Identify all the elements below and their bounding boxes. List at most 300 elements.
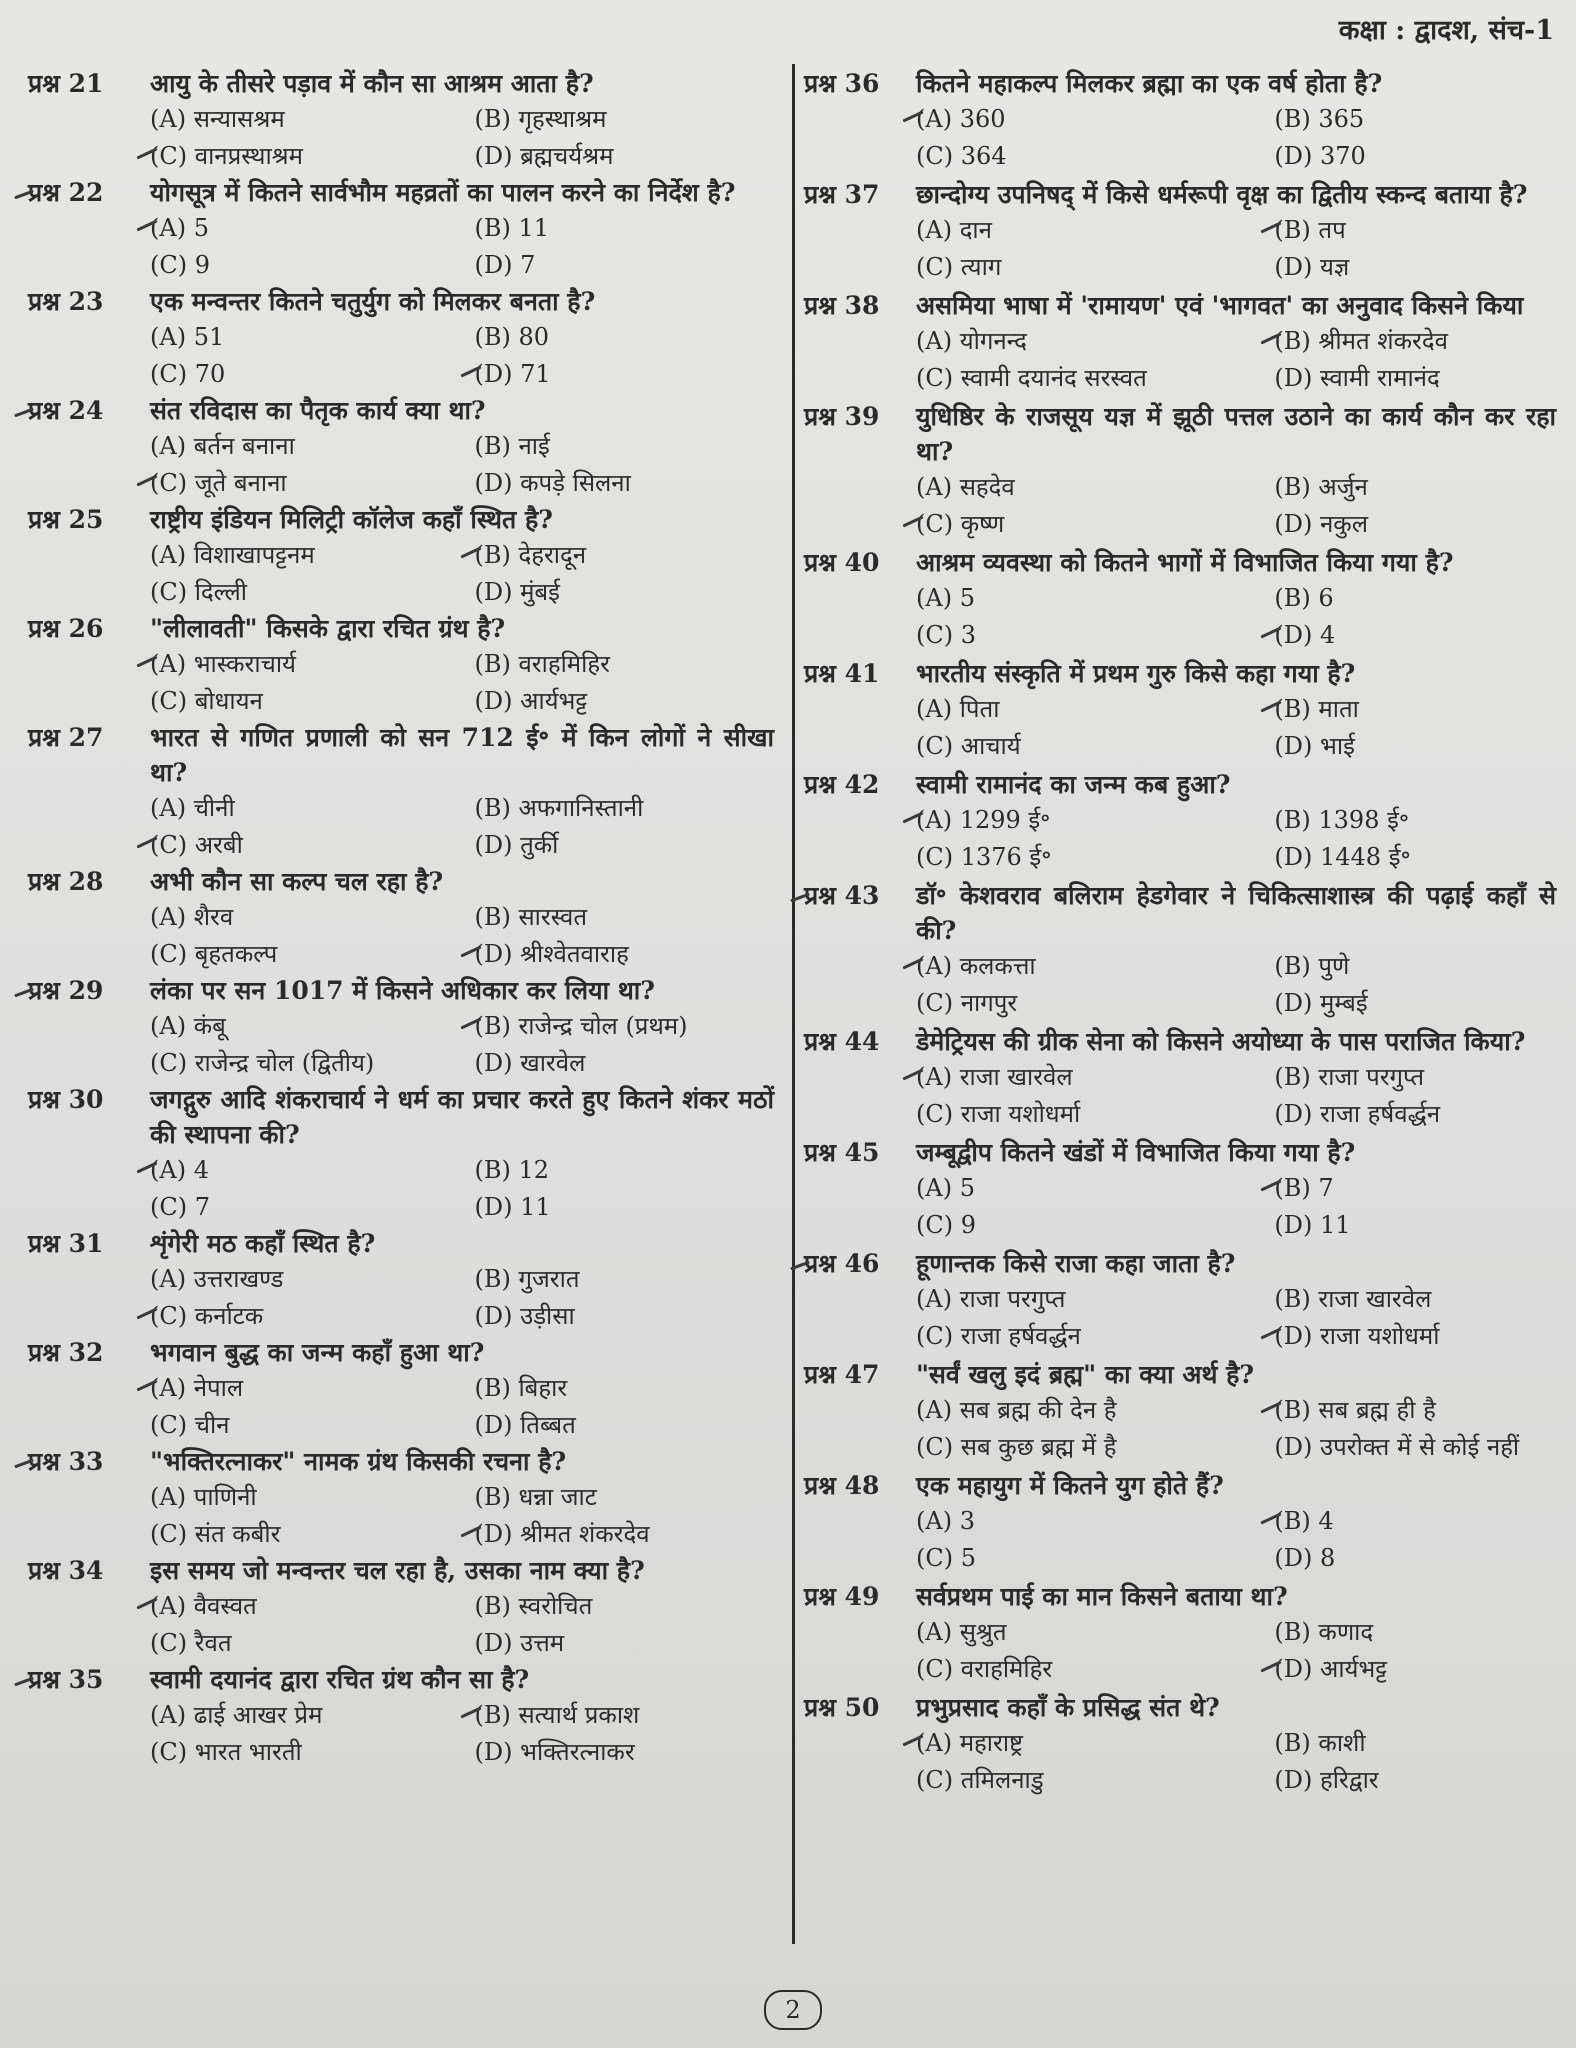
question-number: प्रश्न 44 <box>804 1027 880 1056</box>
question-text: शृंगेरी मठ कहाँ स्थित है? <box>150 1229 376 1258</box>
answer-option <box>150 319 474 356</box>
question-number: प्रश्न 42 <box>804 770 880 799</box>
answer-option <box>474 210 774 247</box>
option-label: (C) कृष्ण <box>916 510 1005 538</box>
question-line <box>804 1357 1556 1392</box>
option-label: (A) कंबू <box>150 1012 226 1040</box>
option-label: (D) भाई <box>1274 732 1355 760</box>
answer-option <box>1274 249 1556 286</box>
options-grid <box>804 323 1556 397</box>
option-label: (C) 9 <box>916 1211 976 1239</box>
right-column <box>804 66 1556 1801</box>
option-label: (C) सब कुछ ब्रह्म में है <box>916 1433 1117 1461</box>
answer-option <box>916 948 1274 985</box>
question-text: आश्रम व्यवस्था को कितने भागों में विभाजित किया गया है? <box>916 548 1454 577</box>
answer-option <box>916 1207 1274 1244</box>
option-label: (B) माता <box>1274 695 1359 723</box>
option-label: (D) खारवेल <box>474 1049 586 1077</box>
option-label: (B) देहरादून <box>474 541 587 569</box>
answer-option <box>150 827 474 864</box>
option-label: (A) विशाखापट्टनम <box>150 541 315 569</box>
option-label: (C) चीन <box>150 1411 230 1439</box>
question-line <box>28 66 774 101</box>
answer-option <box>1274 1170 1556 1207</box>
question-item <box>804 177 1556 286</box>
question-number: प्रश्न 33 <box>28 1447 104 1476</box>
options-grid <box>804 691 1556 765</box>
question-text: कितने महाकल्प मिलकर ब्रह्मा का एक वर्ष होता है? <box>916 69 1383 98</box>
option-label: (A) सहदेव <box>916 473 1015 501</box>
option-label: (B) अफगानिस्तानी <box>474 794 644 822</box>
question-line <box>28 175 774 210</box>
option-label: (A) वैवस्वत <box>150 1592 257 1620</box>
question-number: प्रश्न 38 <box>804 291 880 320</box>
answer-option <box>916 1059 1274 1096</box>
option-label: (A) ढाई आखर प्रेम <box>150 1701 323 1729</box>
question-text: प्रभुप्रसाद कहाँ के प्रसिद्ध संत थे? <box>916 1693 1220 1722</box>
question-line <box>804 656 1556 691</box>
option-label: (B) तप <box>1274 216 1346 244</box>
question-item <box>804 767 1556 876</box>
option-label: (D) यज्ञ <box>1274 253 1350 281</box>
question-text: डॉ॰ केशवराव बलिराम हेडगेवार ने चिकित्साशास्त्र की पढ़ाई कहाँ से की? <box>916 881 1556 945</box>
question-text: जगद्गुरु आदि शंकराचार्य ने धर्म का प्रचार करते हुए कितने शंकर मठों की स्थापना की? <box>150 1085 774 1149</box>
answer-option <box>150 683 474 720</box>
answer-option <box>916 360 1274 397</box>
option-label: (D) 8 <box>1274 1544 1336 1572</box>
option-label: (D) उड़ीसा <box>474 1302 575 1330</box>
question-text: आयु के तीसरे पड़ाव में कौन सा आश्रम आता है? <box>150 69 594 98</box>
option-label: (D) उपरोक्त में से कोई नहीं <box>1274 1433 1520 1461</box>
option-label: (D) स्वामी रामानंद <box>1274 364 1440 392</box>
option-label: (C) 3 <box>916 621 976 649</box>
question-line <box>804 767 1556 802</box>
answer-option <box>1274 1318 1556 1355</box>
answer-option <box>474 683 774 720</box>
question-item <box>804 1024 1556 1133</box>
answer-option <box>474 1045 774 1082</box>
options-grid <box>28 790 774 864</box>
option-label: (C) राजेन्द्र चोल (द्वितीय) <box>150 1049 375 1077</box>
question-item <box>804 288 1556 397</box>
answer-option <box>916 1281 1274 1318</box>
option-label: (C) राजा यशोधर्मा <box>916 1100 1081 1128</box>
option-label: (D) ब्रह्मचर्यश्रम <box>474 142 614 170</box>
answer-option <box>474 1479 774 1516</box>
answer-option <box>1274 1207 1556 1244</box>
question-text: "सर्वं खलु इदं ब्रह्म" का क्या अर्थ है? <box>916 1360 1255 1389</box>
answer-option <box>1274 1762 1556 1799</box>
answer-option <box>474 428 774 465</box>
answer-option <box>474 574 774 611</box>
answer-option <box>474 101 774 138</box>
question-item <box>28 393 774 502</box>
option-label: (A) महाराष्ट्र <box>916 1729 1024 1757</box>
options-grid <box>804 101 1556 175</box>
answer-option <box>1274 101 1556 138</box>
answer-option <box>474 1588 774 1625</box>
question-line <box>28 864 774 899</box>
answer-option <box>150 1189 474 1226</box>
question-item <box>804 399 1556 543</box>
answer-option <box>1274 360 1556 397</box>
question-number: प्रश्न 25 <box>28 505 104 534</box>
option-label: (C) 5 <box>916 1544 976 1572</box>
answer-option <box>1274 1429 1556 1466</box>
question-line <box>28 1444 774 1479</box>
answer-option <box>474 1697 774 1734</box>
answer-option <box>474 646 774 683</box>
question-text: स्वामी दयानंद द्वारा रचित ग्रंथ कौन सा है? <box>150 1665 530 1694</box>
question-number: प्रश्न 26 <box>28 614 104 643</box>
option-label: (C) कर्नाटक <box>150 1302 264 1330</box>
answer-option <box>150 1625 474 1662</box>
option-label: (A) 360 <box>916 105 1006 133</box>
answer-option <box>1274 1392 1556 1429</box>
answer-option <box>1274 1614 1556 1651</box>
option-label: (A) राजा खारवेल <box>916 1063 1073 1091</box>
question-line <box>28 1335 774 1370</box>
option-label: (D) तुर्की <box>474 831 559 859</box>
answer-option <box>916 101 1274 138</box>
question-item <box>804 1246 1556 1355</box>
question-text: छान्दोग्य उपनिषद् में किसे धर्मरूपी वृक्ष का द्वितीय स्कन्द बताया है? <box>916 180 1528 209</box>
question-line <box>804 878 1556 948</box>
option-label: (C) स्वामी दयानंद सरस्वत <box>916 364 1147 392</box>
question-item <box>804 878 1556 1022</box>
option-label: (A) योगनन्द <box>916 327 1027 355</box>
question-text: स्वामी रामानंद का जन्म कब हुआ? <box>916 770 1231 799</box>
answer-option <box>916 1762 1274 1799</box>
question-line <box>804 1246 1556 1281</box>
option-label: (C) बोधायन <box>150 687 263 715</box>
option-label: (D) नकुल <box>1274 510 1369 538</box>
answer-option <box>474 1734 774 1771</box>
option-label: (D) आर्यभट्ट <box>1274 1655 1388 1683</box>
option-label: (C) अरबी <box>150 831 243 859</box>
answer-option <box>474 1298 774 1335</box>
answer-option <box>1274 839 1556 876</box>
option-label: (C) भारत भारती <box>150 1738 302 1766</box>
option-label: (D) भक्तिरत्नाकर <box>474 1738 635 1766</box>
answer-option <box>474 1516 774 1553</box>
question-item <box>28 864 774 973</box>
question-item <box>804 66 1556 175</box>
question-text: संत रविदास का पैतृक कार्य क्या था? <box>150 396 486 425</box>
answer-option <box>916 1540 1274 1577</box>
question-number: प्रश्न 30 <box>28 1085 104 1114</box>
question-number: प्रश्न 24 <box>28 396 104 425</box>
answer-option <box>150 790 474 827</box>
options-grid <box>804 1281 1556 1355</box>
answer-option <box>474 319 774 356</box>
question-line <box>804 1135 1556 1170</box>
option-label: (C) आचार्य <box>916 732 1021 760</box>
question-line <box>28 611 774 646</box>
answer-option <box>150 1407 474 1444</box>
options-grid <box>28 428 774 502</box>
question-text: एक महायुग में कितने युग होते हैं? <box>916 1471 1224 1500</box>
answer-option <box>150 1516 474 1553</box>
answer-option <box>474 1008 774 1045</box>
question-number: प्रश्न 29 <box>28 976 104 1005</box>
answer-option <box>150 1261 474 1298</box>
answer-option <box>916 1096 1274 1133</box>
answer-option <box>150 1697 474 1734</box>
answer-option <box>150 574 474 611</box>
answer-option <box>1274 985 1556 1022</box>
option-label: (C) रैवत <box>150 1629 232 1657</box>
answer-option <box>916 1318 1274 1355</box>
option-label: (D) मुम्बई <box>1274 989 1368 1017</box>
question-line <box>28 1662 774 1697</box>
options-grid <box>28 1008 774 1082</box>
answer-option <box>1274 1651 1556 1688</box>
option-label: (A) पाणिनी <box>150 1483 257 1511</box>
option-label: (A) 5 <box>150 214 209 242</box>
question-item <box>804 1357 1556 1466</box>
question-number: प्रश्न 43 <box>804 881 880 910</box>
option-label: (D) राजा यशोधर्मा <box>1274 1322 1440 1350</box>
question-number: प्रश्न 27 <box>28 723 104 752</box>
question-line <box>804 66 1556 101</box>
option-label: (C) बृहतकल्प <box>150 940 278 968</box>
question-item <box>28 1444 774 1553</box>
question-text: हूणान्तक किसे राजा कहा जाता है? <box>916 1249 1236 1278</box>
answer-option <box>150 101 474 138</box>
options-grid <box>804 1614 1556 1688</box>
option-label: (C) नागपुर <box>916 989 1018 1017</box>
option-label: (B) धन्ना जाट <box>474 1483 597 1511</box>
answer-option <box>1274 580 1556 617</box>
answer-option <box>1274 323 1556 360</box>
option-label: (D) मुंबई <box>474 578 560 606</box>
options-grid <box>28 1370 774 1444</box>
options-grid <box>28 101 774 175</box>
answer-option <box>916 138 1274 175</box>
question-list-left <box>28 66 774 1771</box>
option-label: (C) संत कबीर <box>150 1520 281 1548</box>
question-number: प्रश्न 47 <box>804 1360 880 1389</box>
option-label: (C) 7 <box>150 1193 210 1221</box>
question-line <box>28 502 774 537</box>
question-item <box>28 720 774 864</box>
answer-option <box>916 839 1274 876</box>
question-line <box>28 393 774 428</box>
answer-option <box>1274 1059 1556 1096</box>
answer-option <box>474 1189 774 1226</box>
question-text: भगवान बुद्ध का जन्म कहाँ हुआ था? <box>150 1338 485 1367</box>
question-item <box>28 973 774 1082</box>
options-grid <box>28 319 774 393</box>
answer-option <box>916 1651 1274 1688</box>
question-number: प्रश्न 41 <box>804 659 880 688</box>
question-number: प्रश्न 28 <box>28 867 104 896</box>
question-number: प्रश्न 37 <box>804 180 880 209</box>
answer-option <box>150 428 474 465</box>
option-label: (B) काशी <box>1274 1729 1366 1757</box>
answer-option <box>1274 1096 1556 1133</box>
answer-option <box>474 790 774 827</box>
answer-option <box>1274 1503 1556 1540</box>
option-label: (B) सत्यार्थ प्रकाश <box>474 1701 640 1729</box>
question-item <box>804 656 1556 765</box>
options-grid <box>804 802 1556 876</box>
option-label: (B) पुणे <box>1274 952 1350 980</box>
option-label: (B) सब ब्रह्म ही है <box>1274 1396 1436 1424</box>
answer-option <box>916 691 1274 728</box>
option-label: (D) 71 <box>474 360 551 388</box>
question-number: प्रश्न 39 <box>804 402 880 431</box>
answer-option <box>474 537 774 574</box>
question-item <box>804 1468 1556 1577</box>
option-label: (D) 370 <box>1274 142 1366 170</box>
question-item <box>28 1226 774 1335</box>
answer-option <box>474 1370 774 1407</box>
question-line <box>28 973 774 1008</box>
option-label: (B) 11 <box>474 214 549 242</box>
options-grid <box>804 1503 1556 1577</box>
option-label: (A) भास्कराचार्य <box>150 650 296 678</box>
question-line <box>804 545 1556 580</box>
question-text: "लीलावती" किसके द्वारा रचित ग्रंथ है? <box>150 614 506 643</box>
question-text: "भक्तिरत्नाकर" नामक ग्रंथ किसकी रचना है? <box>150 1447 567 1476</box>
question-line <box>804 1690 1556 1725</box>
column-divider <box>792 64 795 1944</box>
options-grid <box>804 212 1556 286</box>
answer-option <box>1274 212 1556 249</box>
question-text: भारतीय संस्कृति में प्रथम गुरु किसे कहा गया है? <box>916 659 1356 688</box>
answer-option <box>150 1734 474 1771</box>
question-number: प्रश्न 36 <box>804 69 880 98</box>
answer-option <box>474 1152 774 1189</box>
option-label: (D) 1448 ई॰ <box>1274 843 1411 871</box>
option-label: (B) राजेन्द्र चोल (प्रथम) <box>474 1012 688 1040</box>
answer-option <box>474 138 774 175</box>
option-label: (D) 7 <box>474 251 536 279</box>
question-item <box>28 1335 774 1444</box>
answer-option <box>916 249 1274 286</box>
answer-option <box>150 537 474 574</box>
answer-option <box>916 728 1274 765</box>
answer-option <box>150 1479 474 1516</box>
question-text: असमिया भाषा में 'रामायण' एवं 'भागवत' का अनुवाद किसने किया <box>916 291 1524 320</box>
option-label: (D) श्रीमत शंकरदेव <box>474 1520 650 1548</box>
option-label: (B) 7 <box>1274 1174 1334 1202</box>
options-grid <box>804 580 1556 654</box>
option-label: (D) आर्यभट्ट <box>474 687 588 715</box>
option-label: (C) वानप्रस्थाश्रम <box>150 142 304 170</box>
options-grid <box>28 646 774 720</box>
options-grid <box>28 1152 774 1226</box>
option-label: (A) बर्तन बनाना <box>150 432 295 460</box>
answer-option <box>916 617 1274 654</box>
question-line <box>804 1468 1556 1503</box>
answer-option <box>916 1503 1274 1540</box>
option-label: (A) पिता <box>916 695 1000 723</box>
option-label: (B) 12 <box>474 1156 549 1184</box>
question-line <box>804 399 1556 469</box>
option-label: (B) गुजरात <box>474 1265 580 1293</box>
question-line <box>804 1024 1556 1059</box>
question-line <box>804 1579 1556 1614</box>
question-line <box>28 284 774 319</box>
option-label: (D) 4 <box>1274 621 1336 649</box>
answer-option <box>150 899 474 936</box>
option-label: (D) उत्तम <box>474 1629 565 1657</box>
option-label: (B) राजा परगुप्त <box>1274 1063 1425 1091</box>
option-label: (D) 11 <box>474 1193 551 1221</box>
options-grid <box>28 1479 774 1553</box>
option-label: (A) दान <box>916 216 992 244</box>
option-label: (B) कणाद <box>1274 1618 1374 1646</box>
question-number: प्रश्न 45 <box>804 1138 880 1167</box>
answer-option <box>150 247 474 284</box>
question-item <box>804 1690 1556 1799</box>
answer-option <box>474 1407 774 1444</box>
answer-option <box>474 899 774 936</box>
answer-option <box>1274 1281 1556 1318</box>
answer-option <box>474 247 774 284</box>
answer-option <box>916 1429 1274 1466</box>
option-label: (B) 4 <box>1274 1507 1334 1535</box>
option-label: (B) सारस्वत <box>474 903 588 931</box>
option-label: (D) श्रीश्वेतवाराह <box>474 940 629 968</box>
options-grid <box>28 537 774 611</box>
options-grid <box>28 210 774 284</box>
option-label: (A) नेपाल <box>150 1374 244 1402</box>
question-number: प्रश्न 35 <box>28 1665 104 1694</box>
answer-option <box>1274 617 1556 654</box>
options-grid <box>804 1059 1556 1133</box>
question-number: प्रश्न 31 <box>28 1229 104 1258</box>
answer-option <box>150 1152 474 1189</box>
answer-option <box>150 210 474 247</box>
question-number: प्रश्न 40 <box>804 548 880 577</box>
question-line <box>804 177 1556 212</box>
question-number: प्रश्न 50 <box>804 1693 880 1722</box>
answer-option <box>1274 1540 1556 1577</box>
option-label: (B) वराहमिहिर <box>474 650 610 678</box>
answer-option <box>150 356 474 393</box>
option-label: (C) जूते बनाना <box>150 469 287 497</box>
option-label: (C) दिल्ली <box>150 578 247 606</box>
question-item <box>28 502 774 611</box>
option-label: (C) त्याग <box>916 253 1002 281</box>
answer-option <box>150 1588 474 1625</box>
answer-option <box>1274 728 1556 765</box>
answer-option <box>150 138 474 175</box>
answer-option <box>150 1298 474 1335</box>
option-label: (A) सब ब्रह्म की देन है <box>916 1396 1117 1424</box>
question-text: राष्ट्रीय इंडियन मिलिट्री कॉलेज कहाँ स्थित है? <box>150 505 553 534</box>
question-item <box>28 66 774 175</box>
options-grid <box>804 1170 1556 1244</box>
answer-option <box>1274 802 1556 839</box>
options-grid <box>28 1588 774 1662</box>
question-number: प्रश्न 48 <box>804 1471 880 1500</box>
option-label: (A) 51 <box>150 323 225 351</box>
option-label: (B) अर्जुन <box>1274 473 1368 501</box>
option-label: (B) 80 <box>474 323 549 351</box>
question-item <box>28 611 774 720</box>
answer-option <box>1274 948 1556 985</box>
question-line <box>28 720 774 790</box>
option-label: (A) कलकत्ता <box>916 952 1036 980</box>
question-item <box>28 175 774 284</box>
question-item <box>28 284 774 393</box>
question-item <box>804 545 1556 654</box>
